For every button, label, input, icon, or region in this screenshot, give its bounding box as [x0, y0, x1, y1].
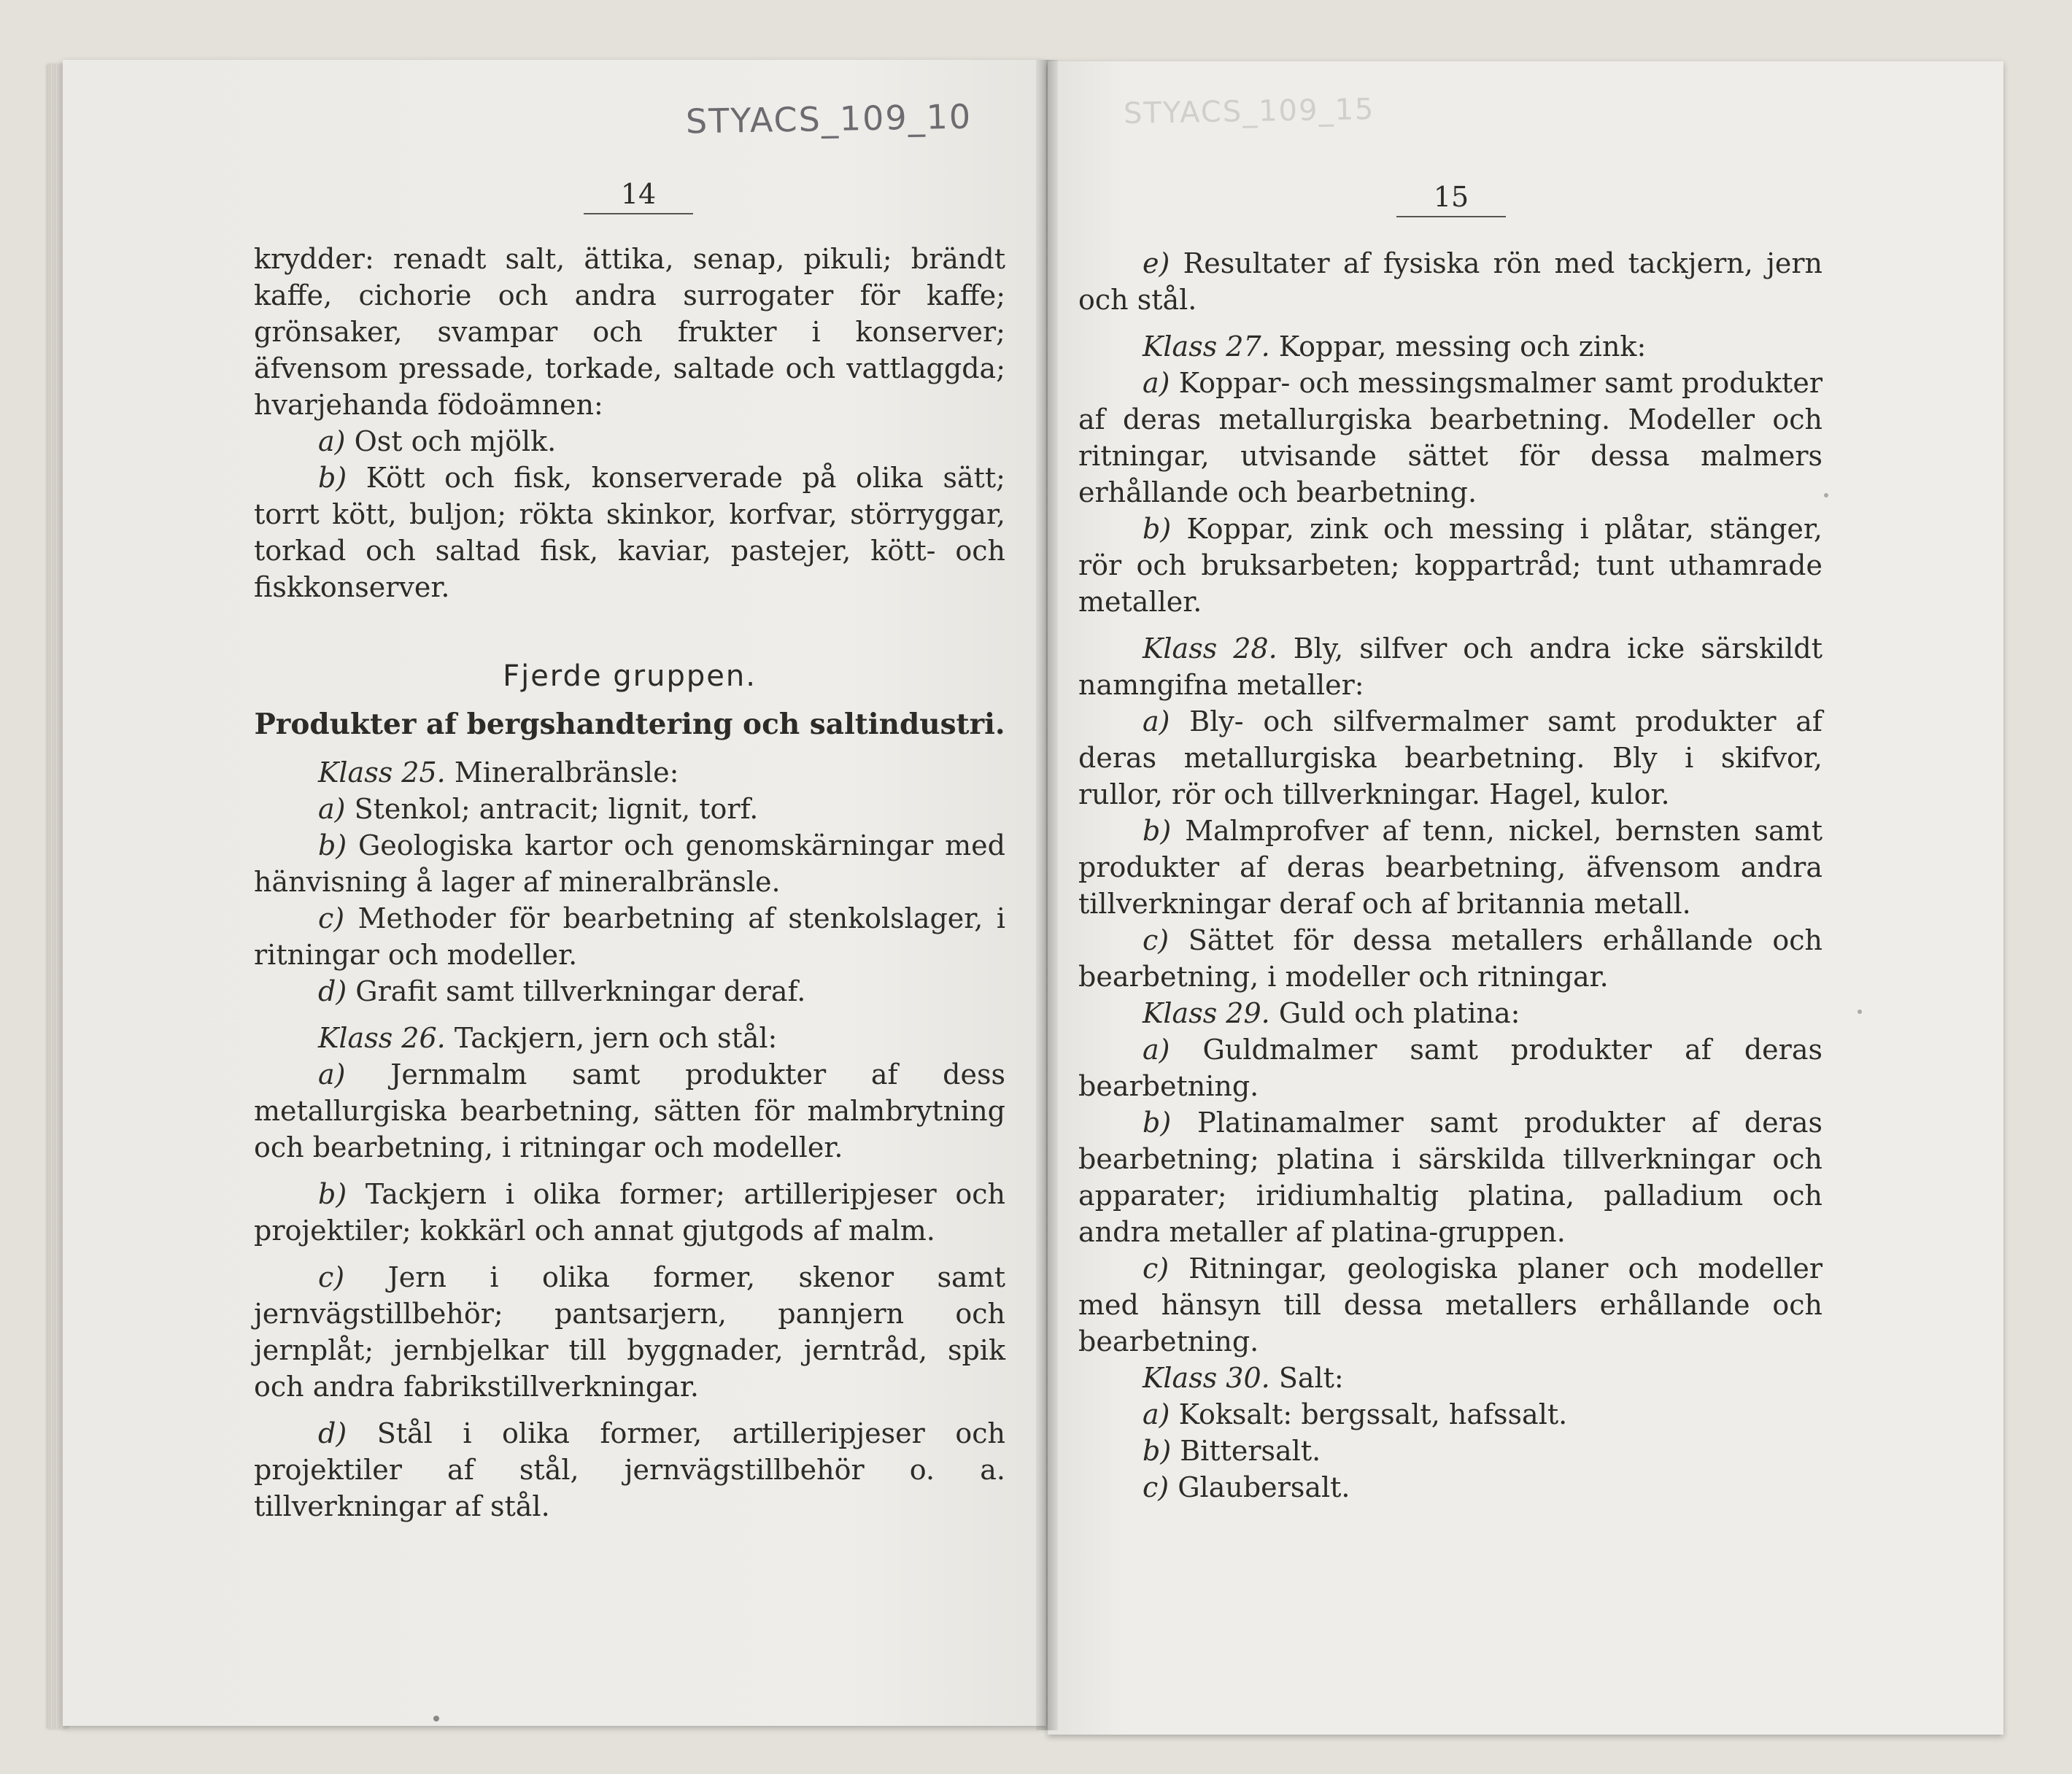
list-item: b) Bittersalt. [1143, 1435, 1321, 1467]
right-text-column [1078, 245, 1822, 1506]
list-item: d) Grafit samt tillverkningar deraf. [318, 975, 806, 1007]
list-item: a) Bly- och silfvermalmer samt produkter af deras metallurgiska bearbetning. Bly i skifvor, rullor, rör och tillverkningar. Hagel, kulor. [1078, 705, 1822, 810]
list-item: a) Guldmalmer samt produkter af deras bearbetning. [1078, 1034, 1822, 1102]
klass-heading: Klass 25. Mineralbränsle: [318, 756, 679, 789]
pencil-annotation-right: STYACS_109_15 [1123, 92, 1375, 131]
list-item: a) Koksalt: bergssalt, hafssalt. [1143, 1398, 1568, 1430]
page-number-left: 14 [584, 178, 693, 214]
list-item: b) Geologiska kartor och genomskärningar med hänvisning å lager af mineralbränsle. [254, 829, 1005, 898]
list-item: c) Methoder för bearbetning af stenkolslager, i ritningar och modeller. [254, 902, 1005, 971]
klass-heading: Klass 29. Guld och platina: [1143, 997, 1520, 1029]
list-item: a) Jernmalm samt produkter af dess metallurgiska bearbetning, sätten för malmbrytning och bearbetning, i ritningar och modeller. [254, 1058, 1005, 1163]
book-gutter [1036, 60, 1058, 1730]
list-item: a) Ost och mjölk. [318, 425, 557, 457]
list-item: a) Koppar- och messingsmalmer samt produkter af deras metallurgiska bearbetning. Modeller och ritningar, utvisande sättet för dessa malmers erhållande och bearbetning. [1078, 367, 1822, 508]
list-item: c) Ritningar, geologiska planer och modeller med hänsyn till dessa metallers erhållande och bearbetning. [1078, 1252, 1822, 1357]
klass-heading: Klass 26. Tackjern, jern och stål: [318, 1022, 778, 1054]
list-item: c) Jern i olika former, skenor samt jernvägstillbehör; pantsarjern, pannjern och jernplåt; jernbjelkar till byggnader, jerntråd, spik och andra fabrikstillverkningar. [254, 1261, 1005, 1403]
pencil-annotation-left: STYACS_109_10 [685, 96, 973, 142]
group-subtitle: Produkter af bergshandtering och saltindustri. [254, 708, 1005, 741]
list-item: d) Stål i olika former, artilleripjeser och projektiler af stål, jernvägstillbehör o. a. tillverkningar af stål. [254, 1417, 1005, 1522]
klass-heading: Klass 27. Koppar, messing och zink: [1143, 330, 1647, 363]
ink-speck [433, 1716, 439, 1721]
list-item: b) Koppar, zink och messing i plåtar, stänger, rör och bruksarbeten; koppartråd; tunt uthamrade metaller. [1078, 513, 1822, 618]
list-item: b) Platinamalmer samt produkter af deras bearbetning; platina i särskilda tillverkningar och apparater; iridiumhaltig platina, palladium och andra metaller af platina-gruppen. [1078, 1107, 1822, 1248]
klass-heading: Klass 28. Bly, silfver och andra icke särskildt namngifna metaller: [1078, 632, 1822, 701]
list-item: a) Stenkol; antracit; lignit, torf. [318, 793, 759, 825]
list-item: b) Malmprofver af tenn, nickel, bernsten samt produkter af deras bearbetning, äfvensom andra tillverkningar deraf och af britannia metall. [1078, 815, 1822, 920]
ink-speck [1824, 493, 1828, 497]
list-item: e) Resultater af fysiska rön med tackjern, jern och stål. [1078, 247, 1822, 316]
page-number-right: 15 [1396, 181, 1506, 217]
list-item: b) Kött och fisk, konserverade på olika sätt; torrt kött, buljon; rökta skinkor, korfvar, störryggar, torkad och saltad fisk, kaviar, pastejer, kött- och fiskkonserver. [254, 462, 1005, 603]
list-item: b) Tackjern i olika former; artilleripjeser och projektiler; kokkärl och annat gjutgods af malm. [254, 1178, 1005, 1247]
left-text-column [254, 241, 1005, 1525]
ink-speck [1858, 1010, 1862, 1014]
group-title: Fjerde gruppen. [503, 659, 757, 693]
list-item: c) Sättet för dessa metallers erhållande och bearbetning, i modeller och ritningar. [1078, 924, 1822, 993]
klass-heading: Klass 30. Salt: [1143, 1362, 1344, 1394]
intro-paragraph: krydder: renadt salt, ättika, senap, pikuli; brändt kaffe, cichorie och andra surrogater för kaffe; grönsaker, svampar och frukter i konserver; äfvensom pressade, torkade, saltade och vattlaggda; hvarjehanda födoämnen: [254, 243, 1005, 421]
list-item: c) Glaubersalt. [1143, 1471, 1350, 1503]
